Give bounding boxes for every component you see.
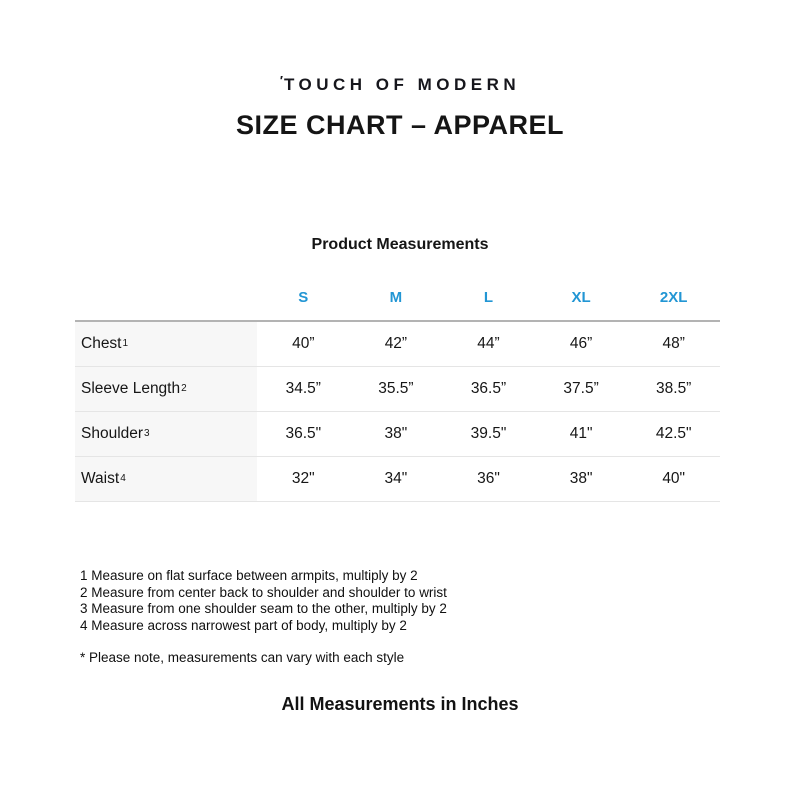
page-title: SIZE CHART – APPAREL bbox=[235, 110, 565, 140]
footnote-1: 1 Measure on flat surface between armpits, multiply by 2 bbox=[80, 568, 418, 583]
cell-value: 36.5” bbox=[470, 380, 507, 397]
cell-value: 42” bbox=[384, 335, 408, 352]
brand-logo bbox=[0, 73, 800, 95]
cell-value: 37.5” bbox=[563, 380, 599, 397]
size-column-l: L bbox=[483, 289, 494, 306]
footnote-3: 3 Measure from one shoulder seam to the other, multiply by 2 bbox=[80, 601, 447, 616]
size-column-s: S bbox=[298, 289, 309, 306]
cell-value: 41" bbox=[569, 425, 593, 442]
logo-prime-mark: ′ bbox=[279, 73, 283, 88]
table-row-waist bbox=[75, 457, 720, 502]
cell-value: 48” bbox=[662, 335, 685, 352]
row-label: Chest 1 bbox=[75, 322, 257, 366]
cell-value: 38.5” bbox=[656, 380, 692, 397]
cell-value: 42.5" bbox=[655, 425, 692, 442]
variation-note: * Please note, measurements can vary with each style bbox=[80, 650, 405, 665]
size-table bbox=[75, 275, 720, 502]
table-row-sleeve-length bbox=[75, 367, 720, 412]
table-heading: Product Measurements bbox=[311, 236, 489, 253]
size-header-row bbox=[75, 275, 720, 322]
cell-value: 35.5” bbox=[378, 380, 414, 397]
row-label: Waist 4 bbox=[75, 457, 257, 501]
cell-value: 38" bbox=[384, 425, 408, 442]
row-label: Sleeve Length 2 bbox=[75, 367, 257, 411]
cell-value: 36.5" bbox=[285, 425, 322, 442]
footnote-4: 4 Measure across narrowest part of body, multiply by 2 bbox=[80, 617, 407, 633]
row-label: Shoulder 3 bbox=[75, 412, 257, 456]
cell-value: 34.5” bbox=[285, 380, 321, 397]
units-note: All Measurements in Inches bbox=[281, 694, 519, 714]
cell-value: 36" bbox=[477, 470, 500, 487]
brand-name: TOUCH OF MODERN bbox=[283, 75, 521, 94]
footnote-2: 2 Measure from center back to shoulder and shoulder to wrist bbox=[80, 584, 447, 600]
cell-value: 40" bbox=[662, 470, 686, 487]
cell-value: 39.5" bbox=[470, 425, 507, 442]
cell-value: 40” bbox=[292, 335, 315, 352]
cell-value: 34" bbox=[384, 470, 408, 487]
cell-value: 32" bbox=[291, 470, 315, 487]
cell-value: 44” bbox=[477, 335, 500, 352]
size-column-m: M bbox=[389, 289, 403, 306]
measurement-footnotes bbox=[80, 568, 447, 634]
cell-value: 38" bbox=[569, 470, 593, 487]
table-row-chest bbox=[75, 322, 720, 367]
size-column-2xl: 2XL bbox=[659, 289, 688, 306]
cell-value: 46” bbox=[569, 335, 593, 352]
size-column-xl: XL bbox=[571, 289, 591, 306]
table-row-shoulder bbox=[75, 412, 720, 457]
